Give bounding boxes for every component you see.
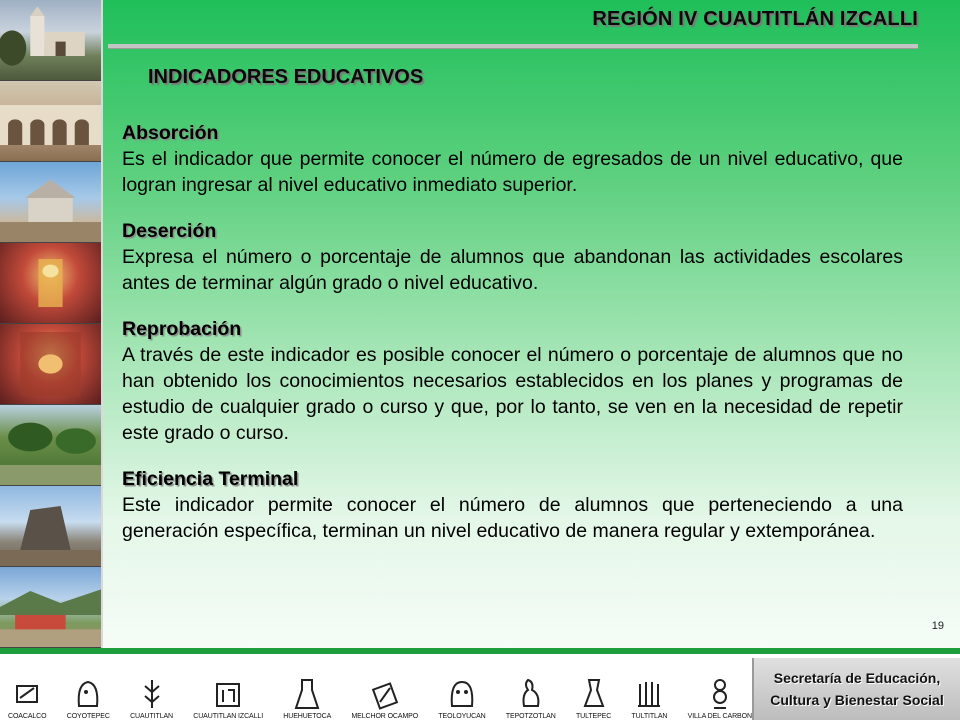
indicator-absorcion [122, 120, 903, 198]
municipality-label: TEOLOYUCAN [438, 713, 486, 720]
secretaria-line-2: Cultura y Bienestar Social [770, 692, 944, 708]
arches-photo [0, 81, 101, 162]
municipality-tultitlan [631, 676, 667, 720]
park-photo [0, 405, 101, 486]
teoloyucan-glyph-icon [447, 676, 477, 712]
header-divider [108, 44, 918, 49]
cuautitlan-izcalli-glyph-icon [213, 676, 243, 712]
secretaria-line-1: Secretaría de Educación, [773, 670, 941, 686]
municipality-label: COACALCO [8, 713, 47, 720]
indicator-term: Deserción [122, 220, 217, 242]
indicator-desercion [122, 218, 903, 296]
municipality-label: VILLA DEL CARBON [687, 713, 752, 720]
municipality-villa-del-carbon [688, 676, 752, 720]
municipality-melchor-ocampo [351, 676, 418, 720]
cuautitlan-glyph-icon [137, 676, 167, 712]
page-number: 19 [931, 620, 944, 632]
altar-detail-photo [0, 324, 101, 405]
secretaria-badge [752, 658, 960, 720]
municipality-coacalco [8, 676, 47, 720]
indicator-definition: Es el indicador que permite conocer el número de egresados de un nivel educativo, que logran ingresar al nivel educativo inmediato superior. [122, 148, 903, 196]
indicator-definition: Expresa el número o porcentaje de alumnos que abandonan las actividades escolares antes de terminar algún grado o nivel educativo. [122, 246, 903, 294]
municipality-tultepec [576, 676, 611, 720]
indicator-reprobacion [122, 316, 903, 446]
municipality-teoloyucan [438, 676, 485, 720]
indicator-term: Absorción [122, 122, 219, 144]
municipality-coyotepec [67, 676, 110, 720]
indicator-list [122, 120, 903, 564]
town-photo [0, 567, 101, 648]
municipality-label: COYOTEPEC [66, 713, 110, 720]
photo-strip [0, 0, 103, 648]
municipality-label: CUAUTITLAN IZCALLI [193, 713, 264, 720]
municipality-list [8, 664, 752, 720]
footer-divider [0, 648, 960, 656]
municipality-label: CUAUTITLAN [130, 713, 174, 720]
indicator-definition: A través de este indicador es posible conocer el número o porcentaje de alumnos que no han obtenido los conocimientos necesarios establecidos en los planes y programas de estudio de cualquier grado o curso y que, por lo tanto, se ven en la necesidad de repetir este grado o curso. [122, 344, 903, 444]
municipality-label: MELCHOR OCAMPO [351, 713, 419, 720]
municipality-huehuetoca [283, 676, 331, 720]
kiosk-photo [0, 162, 101, 243]
tepotzotlan-glyph-icon [516, 676, 546, 712]
municipality-tepotzotlan [506, 676, 556, 720]
indicator-definition: Este indicador permite conocer el número de alumnos que perteneciendo a una generación específica, terminan un nivel educativo de manera regular y extemporánea. [122, 494, 903, 542]
municipality-label: TULTITLAN [631, 713, 668, 720]
tultitlan-glyph-icon [634, 676, 664, 712]
villa-del-carbon-glyph-icon [705, 676, 735, 712]
ruins-photo [0, 486, 101, 567]
coyotepec-glyph-icon [73, 676, 103, 712]
church-photo [0, 0, 101, 81]
municipality-label: HUEHUETOCA [283, 713, 332, 720]
indicator-term: Reprobación [122, 318, 242, 340]
section-heading: INDICADORES EDUCATIVOS [148, 66, 424, 88]
altar-photo [0, 243, 101, 324]
indicator-eficiencia-terminal [122, 466, 903, 544]
huehuetoca-glyph-icon [292, 676, 322, 712]
melchor-ocampo-glyph-icon [370, 676, 400, 712]
municipality-label: TULTEPEC [575, 713, 612, 720]
municipality-label: TEPOTZOTLAN [505, 713, 556, 720]
tultepec-glyph-icon [579, 676, 609, 712]
municipality-cuautitlan [130, 676, 173, 720]
municipality-cuautitlan-izcalli [193, 676, 263, 720]
coacalco-glyph-icon [12, 676, 42, 712]
region-title: REGIÓN IV CUAUTITLÁN IZCALLI [592, 8, 918, 30]
indicator-term: Eficiencia Terminal [122, 468, 299, 490]
